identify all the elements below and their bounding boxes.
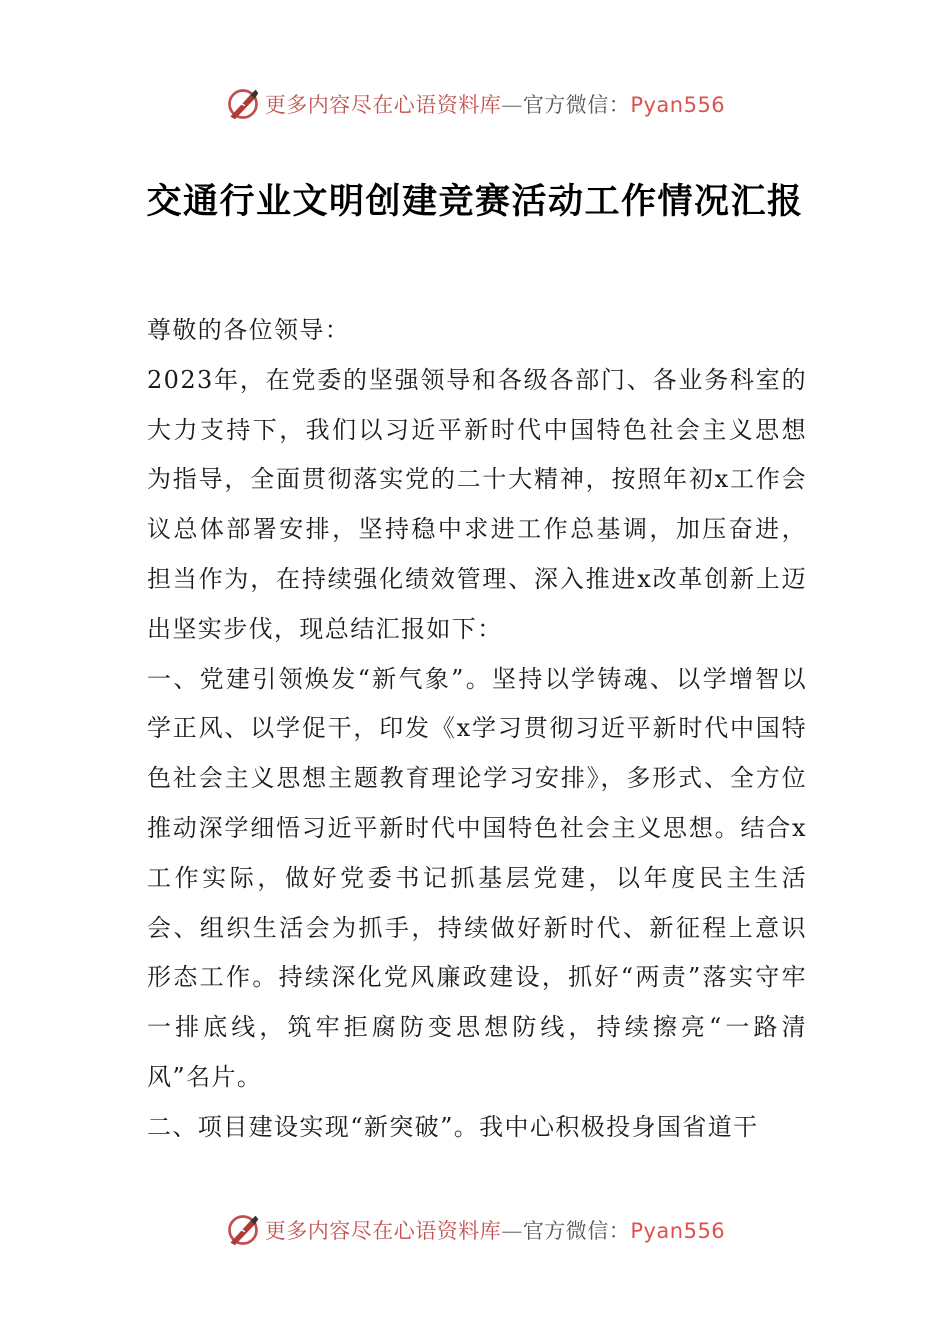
- pen-logo-icon: [225, 86, 261, 122]
- paragraph-party-building: 一、党建引领焕发“新气象”。坚持以学铸魂、以学增智以学正风、以学促干，印发《x学习贯彻习近平新时代中国特色社会主义思想主题教育理论学习安排》，多形式、全方位推动深学细悟习近平新时代中国特色社会主义思想。结合x工作实际，做好党委书记抓基层党建，以年度民主生活会、组织生活会为抓手，持续做好新时代、新征程上意识形态工作。持续深化党风廉政建设，抓好“两责”落实守牢一排底线，筑牢拒腐防变思想防线，持续擦亮“一路清风”名片。: [147, 664, 807, 1091]
- document-body: [147, 306, 807, 1153]
- header-banner-text: 更多内容尽在心语资料库—官方微信：Pyan556: [264, 93, 726, 117]
- header-banner: [0, 84, 950, 124]
- wechat-id: Pyan556: [630, 1219, 726, 1243]
- document-title: 交通行业文明创建竞赛活动工作情况汇报: [146, 181, 804, 222]
- salutation: 尊敬的各位领导：: [147, 316, 351, 344]
- pen-logo-icon: [225, 1212, 261, 1248]
- paragraph-projects: 二、项目建设实现“新突破”。我中心积极投身国省道干: [147, 1112, 759, 1141]
- footer-banner-text: 更多内容尽在心语资料库—官方微信：Pyan556: [264, 1219, 726, 1243]
- footer-banner: [0, 1210, 950, 1250]
- wechat-id: Pyan556: [630, 93, 726, 117]
- paragraph-intro: 2023年，在党委的坚强领导和各级各部门、各业务科室的大力支持下，我们以习近平新时代中国特色社会主义思想为指导，全面贯彻落实党的二十大精神，按照年初x工作会议总体部署安排，坚持稳中求进工作总基调，加压奋进，担当作为，在持续强化绩效管理、深入推进x改革创新上迈出坚实步伐，现总结汇报如下：: [147, 365, 807, 643]
